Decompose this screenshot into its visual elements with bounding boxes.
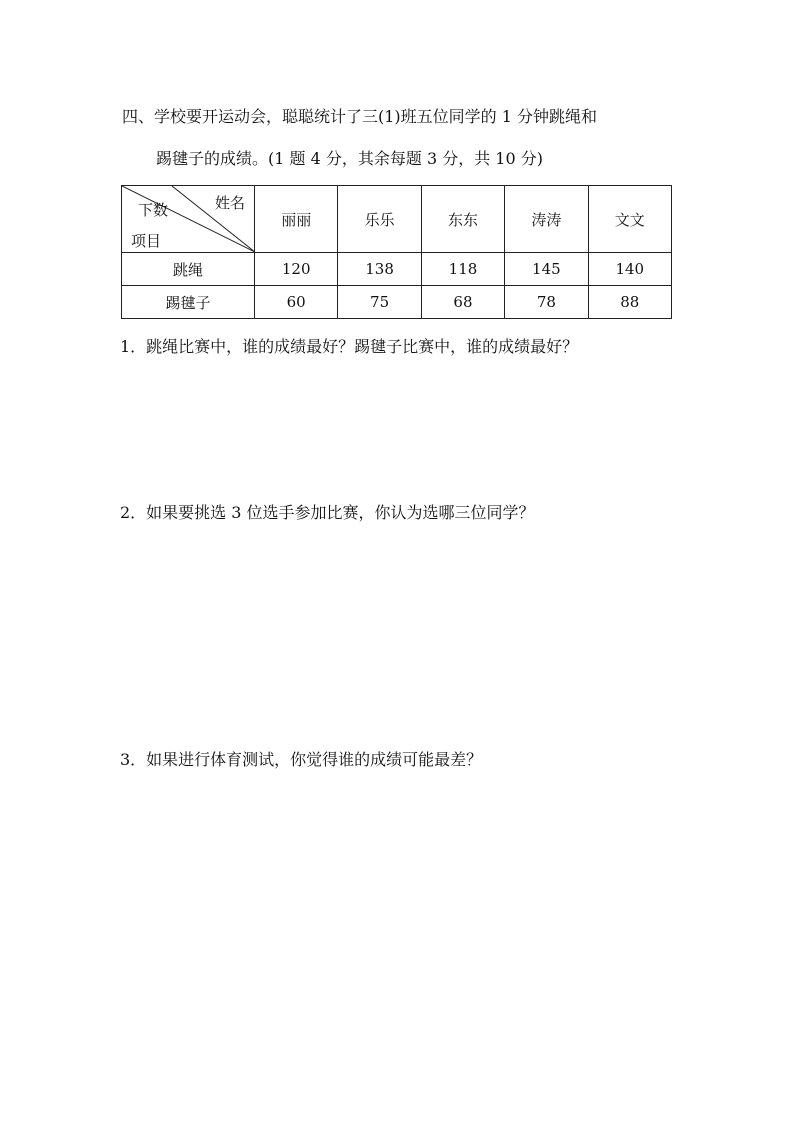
question-3: 3．如果进行体育测试，你觉得谁的成绩可能最差？ — [120, 750, 483, 769]
table-cell: 140 — [588, 253, 671, 286]
score-table — [121, 185, 672, 319]
table-header-row — [122, 186, 672, 253]
name-header-cell: 丽丽 — [255, 186, 338, 253]
name-header-cell: 乐乐 — [338, 186, 421, 253]
table-cell: 145 — [505, 253, 588, 286]
name-header-cell: 文文 — [588, 186, 671, 253]
table-cell: 68 — [421, 286, 504, 319]
name-header-cell: 涛涛 — [505, 186, 588, 253]
problem-intro-line-1: 四、学校要开运动会，聪聪统计了三(1)班五位同学的 1 分钟跳绳和 — [122, 107, 598, 126]
question-1: 1．跳绳比赛中，谁的成绩最好？踢毽子比赛中，谁的成绩最好？ — [120, 337, 579, 356]
corner-label-count: 下数 — [138, 201, 169, 219]
table-row — [122, 253, 672, 286]
table-cell: 120 — [255, 253, 338, 286]
table-row — [122, 286, 672, 319]
table-cell: 78 — [505, 286, 588, 319]
table-cell: 88 — [588, 286, 671, 319]
question-2: 2．如果要挑选 3 位选手参加比赛，你认为选哪三位同学？ — [120, 503, 535, 522]
table-corner-cell — [122, 186, 255, 253]
table-cell: 75 — [338, 286, 421, 319]
table-cell: 60 — [255, 286, 338, 319]
corner-label-item: 项目 — [131, 232, 162, 250]
table-cell: 138 — [338, 253, 421, 286]
problem-intro-line-2: 踢毽子的成绩。(1 题 4 分，其余每题 3 分，共 10 分) — [156, 149, 543, 168]
row-label-cell: 跳绳 — [122, 253, 255, 286]
name-header-cell: 东东 — [421, 186, 504, 253]
row-label-cell: 踢毽子 — [122, 286, 255, 319]
table-cell: 118 — [421, 253, 504, 286]
corner-label-name: 姓名 — [214, 194, 245, 212]
